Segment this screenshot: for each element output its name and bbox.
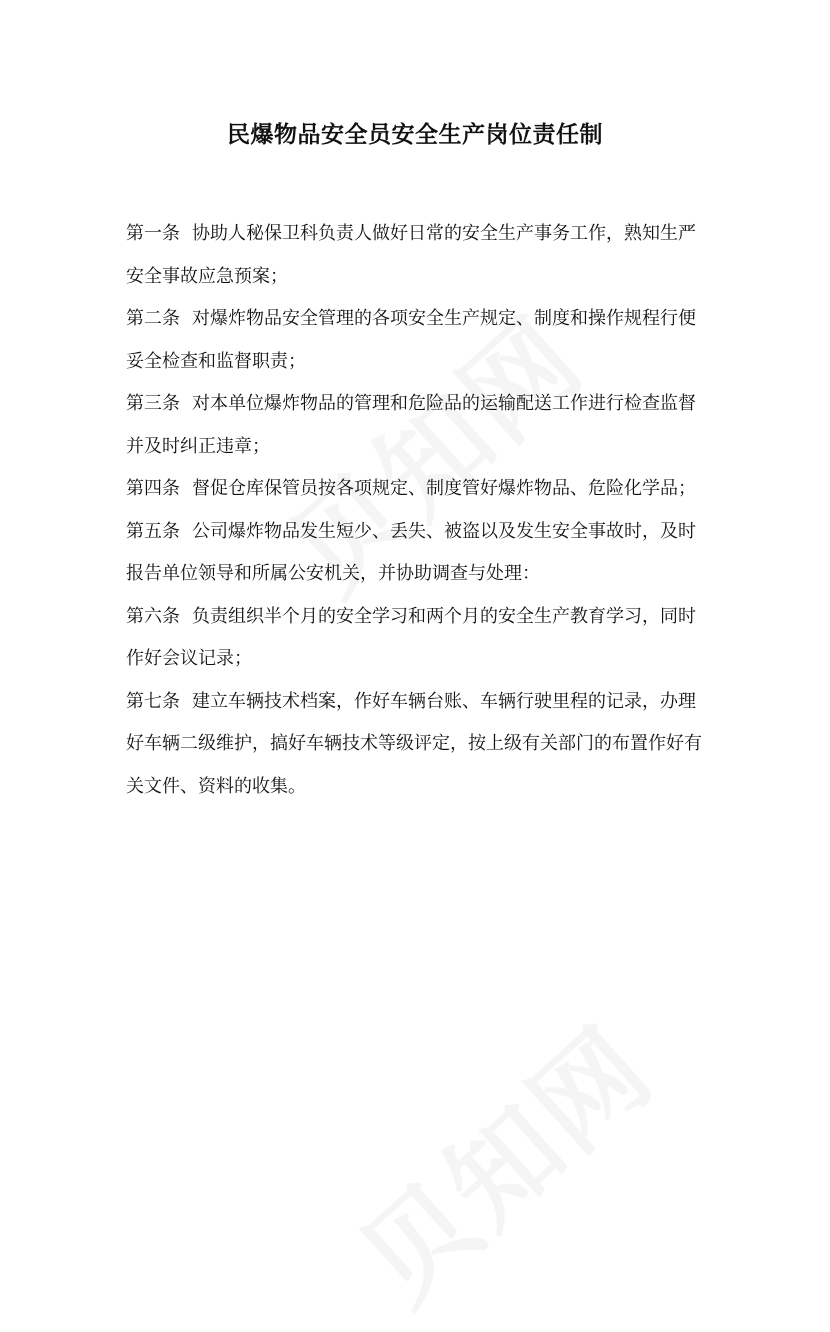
article-5 [126,511,708,596]
article-number: 第一条 [126,223,180,244]
article-number: 第四条 [126,478,180,499]
document-title: 民爆物品安全员安全生产岗位责任制 [227,122,603,148]
article-number: 第五条 [126,520,180,542]
article-text: 建立车辆技术档案，作好车辆台账、车辆行驶里程的记录，办理好车辆二级维护，搞好车辆技术等级评定，按上级有关部门的布置作好有关文件、资料的收集。 [126,690,702,797]
article-text: 对爆炸物品安全管理的各项安全生产规定、制度和操作规程行便妥全检查和监督职责； [126,308,696,372]
watermark [321,986,681,1332]
article-text: 公司爆炸物品发生短少、丢失、被盗以及发生安全事故时，及时报告单位领导和所属公安机关，并协助调查与处理： [126,520,696,584]
article-text: 协助人秘保卫科负责人做好日常的安全生产事务工作，熟知生严安全事故应急预案； [126,223,696,287]
article-text: 负责组织半个月的安全学习和两个月的安全生产教育学习，同时作好会议记录； [126,605,696,669]
article-text: 对本单位爆炸物品的管理和危险品的运输配送工作进行检查监督并及时纠正违章； [126,393,696,457]
article-text: 督促仓库保管员按各项规定、制度管好爆炸物品、危险化学品； [192,478,696,499]
article-4 [126,468,708,511]
article-1 [126,213,708,298]
article-2 [126,298,708,383]
article-7 [126,681,708,809]
article-number: 第二条 [126,308,180,329]
article-number: 第六条 [126,605,180,627]
article-3 [126,383,708,468]
document-body [126,213,708,808]
article-number: 第三条 [126,393,180,414]
article-6 [126,596,708,681]
article-number: 第七条 [126,690,180,712]
